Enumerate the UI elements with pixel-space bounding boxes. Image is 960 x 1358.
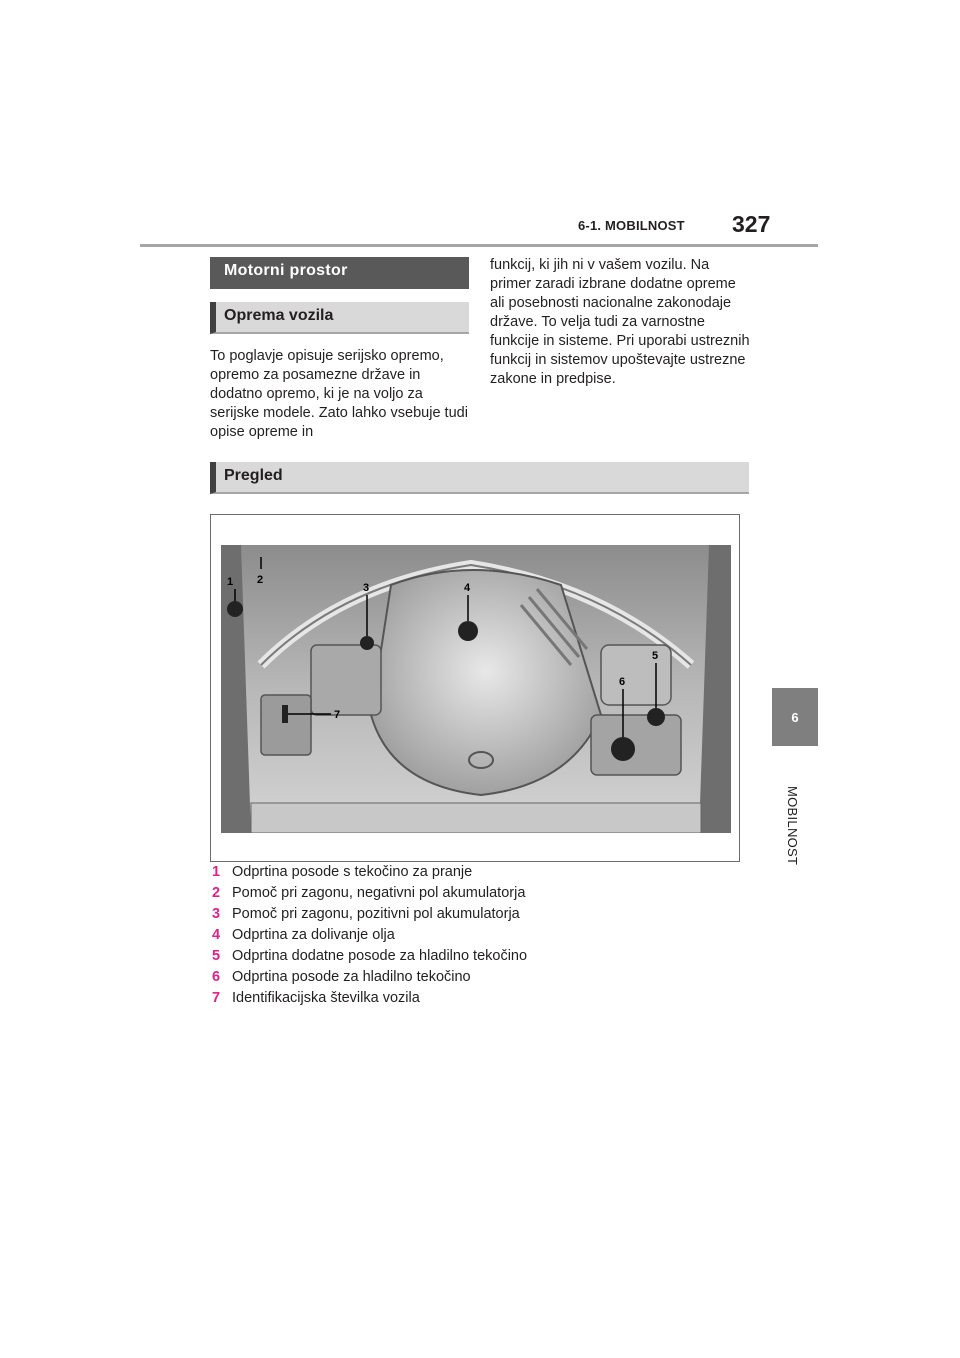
- legend-item: [212, 905, 527, 926]
- legend-number: 6: [212, 969, 221, 985]
- figure-legend: [212, 863, 527, 1010]
- legend-number: 2: [212, 885, 221, 901]
- legend-text: Pomoč pri zagonu, negativni pol akumulatorja: [232, 885, 526, 901]
- section-title: 6-1. MOBILNOST: [578, 218, 685, 233]
- callout-7: 7: [334, 709, 341, 721]
- chapter-number: 6: [791, 709, 799, 725]
- callout-3: 3: [363, 582, 370, 594]
- page-number: 327: [732, 211, 771, 237]
- legend-number: 1: [212, 864, 221, 880]
- engine-bay-figure: [210, 514, 740, 862]
- legend-text: Identifikacijska številka vozila: [232, 990, 420, 1006]
- legend-number: 7: [212, 990, 221, 1006]
- header-divider: [140, 244, 818, 247]
- legend-text: Odprtina za dolivanje olja: [232, 927, 395, 943]
- legend-text: Pomoč pri zagonu, pozitivni pol akumulatorja: [232, 906, 520, 922]
- heading-oprema-vozila: Oprema vozila: [210, 302, 469, 334]
- callout-5: 5: [652, 650, 659, 662]
- callout-2: 2: [257, 574, 264, 586]
- legend-text: Odprtina posode s tekočino za pranje: [232, 864, 473, 880]
- callout-6: 6: [619, 676, 626, 688]
- intro-paragraph-right: funkcij, ki jih ni v vašem vozilu. Na primer zaradi izbrane dodatne opreme ali posebnosti nacionalne zakonodaje države. To velja tudi za varnostne funkcije in sisteme. Pri uporabi ustreznih funkcij in sistemov upoštevajte ustrezne zakone in predpise.: [490, 257, 750, 387]
- legend-text: Odprtina posode za hladilno tekočino: [232, 969, 471, 985]
- legend-text: Odprtina dodatne posode za hladilno tekočino: [232, 948, 528, 964]
- legend-item: [212, 884, 527, 905]
- legend-number: 5: [212, 948, 221, 964]
- legend-number: 4: [212, 927, 221, 943]
- callout-1: 1: [227, 576, 234, 588]
- heading-pregled: Pregled: [210, 462, 749, 494]
- intro-paragraph-left: To poglavje opisuje serijsko opremo, opremo za posamezne države in dodatno opremo, ki je na voljo za serijske modele. Zato lahko vsebuje tudi opise opreme in: [210, 348, 468, 440]
- legend-item: [212, 989, 527, 1010]
- engine-bay-illustration: [221, 545, 731, 833]
- legend-item: [212, 947, 527, 968]
- legend-item: [212, 863, 527, 884]
- legend-number: 3: [212, 906, 221, 922]
- chapter-tab[interactable]: [772, 688, 818, 746]
- heading-motorni-prostor: Motorni prostor: [210, 257, 469, 289]
- callout-4: 4: [464, 582, 471, 594]
- chapter-label: MOBILNOST: [785, 786, 800, 866]
- legend-item: [212, 968, 527, 989]
- legend-item: [212, 926, 527, 947]
